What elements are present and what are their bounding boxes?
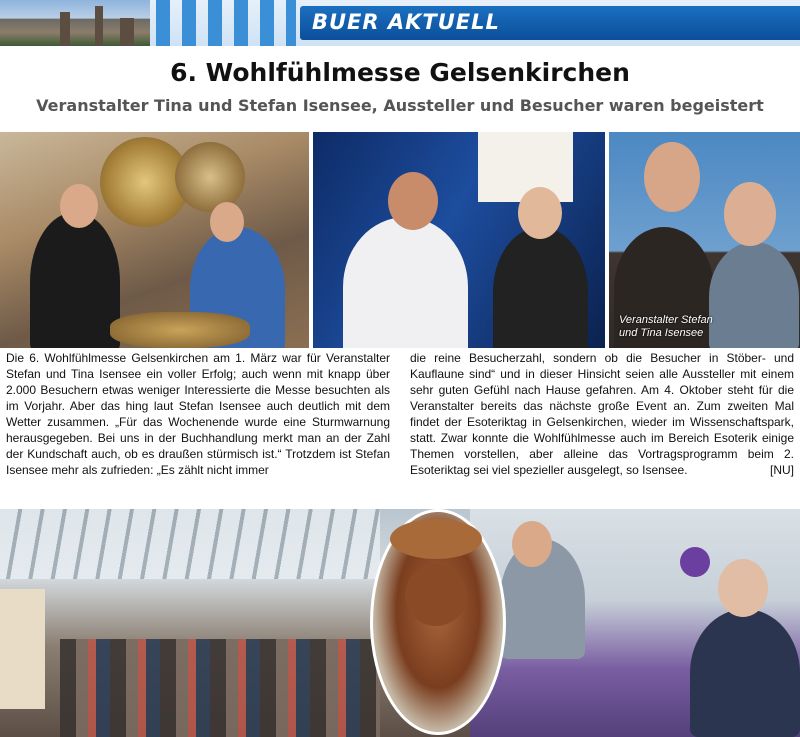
section-banner — [300, 6, 800, 40]
article-body-right — [410, 350, 794, 478]
header-city-photo — [0, 0, 150, 46]
article-signature: [NU] — [770, 463, 794, 477]
section-title: BUER AKTUELL — [312, 10, 500, 34]
article-title: 6. Wohlfühlmesse Gelsenkirchen — [170, 58, 630, 87]
article-subtitle: Veranstalter Tina und Stefan Isensee, Aussteller und Besucher waren begeistert — [36, 96, 764, 115]
article-column-right — [410, 350, 794, 478]
photo-organizers — [609, 132, 800, 348]
photo-caption — [619, 314, 729, 340]
header-stripes — [150, 0, 300, 46]
caption-text: Veranstalter Stefan und Tina Isensee — [619, 314, 713, 339]
article-column-left — [6, 350, 390, 478]
article-body-left: Die 6. Wohlfühlmesse Gelsenkirchen am 1. März war für Veranstalter Stefan und Tina Isensee ein voller Erfolg; auch wenn mit knapp über 2.000 Besuchern etwas weniger Interessierte die Messe besuchten als im Vorjahr. Aber das hing laut Stefan Isensee auch deutlich mit dem Wetter zusammen. „Für das Wochenende wurde eine Sturmwarnung herausgegeben. Bei uns in der Buchhandlung merkt man an der Zahl der Kundschaft auch, ob es draußen stürmisch ist.“ Trotzdem ist Stefan Isensee mehr als zufrieden: „Es zählt nicht immer — [6, 351, 390, 477]
page-header — [0, 0, 800, 46]
photo-exhibitors-talking — [313, 132, 605, 348]
photo-exhibition-hall — [0, 509, 800, 737]
article-body-right-text: die reine Besucherzahl, sondern ob die Besucher in Stöber- und Kauflaune sind“ und in dieser Hinsicht seien alle Aussteller mit einem sehr guten Gefühl nach Hause gefahren. Am 4. Oktober steht für die Veranstalter bereits das nächste große Event an. Zum zweiten Mal findet der Esoteriktag in Gelsenkirchen, wieder im Wissenschaftspark, statt. Zwar konnte die Wohlfühlmesse auch im Bereich Esoterik einige Themen vorstellen, aber alleine das Vortragsprogramm beim 2. Esoteriktag sei viel spezieller ausgelegt, so Isensee. — [410, 351, 794, 477]
photo-gong-stand — [0, 132, 309, 348]
